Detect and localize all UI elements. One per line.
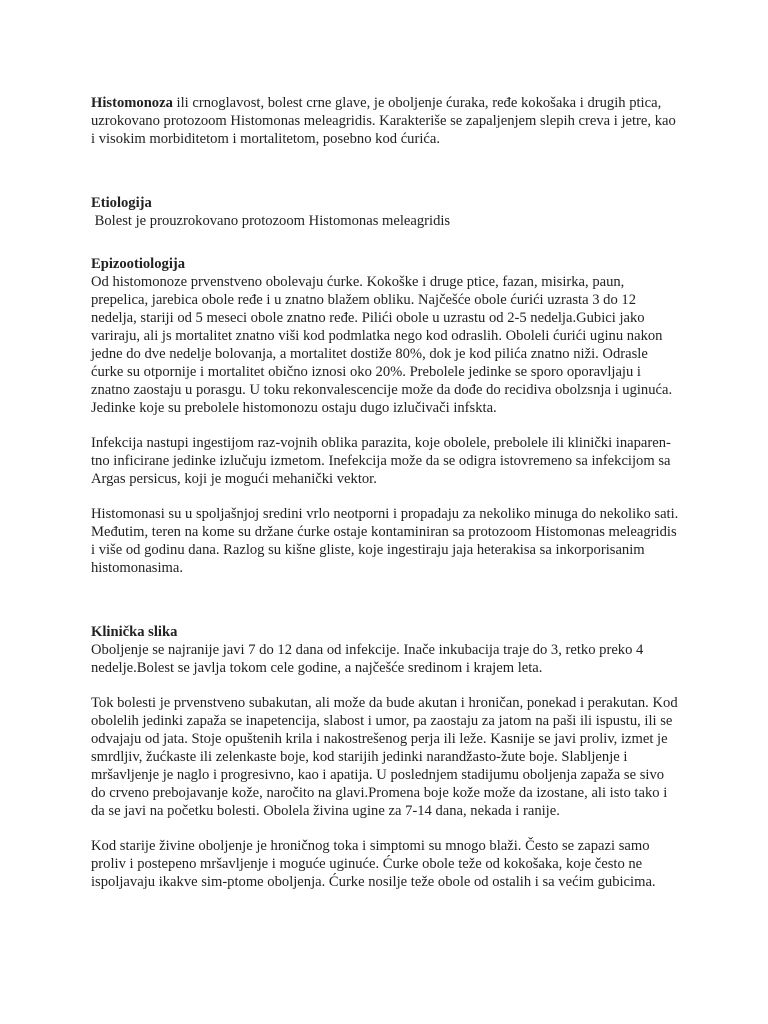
epizootiologija-paragraph-2: Infekcija nastupi ingestijom raz-vojnih oblika parazita, koje obolele, prebolele ili klinički inaparen-tno inficirane jedinke izlučuju izmetom. Inefekcija može da se odigra istovremeno sa infekcijom sa Argas persicus, koji je mogući mehanički vektor. (91, 435, 671, 487)
heading-etiologija: Etiologija (91, 195, 152, 211)
intro-text: ili crnoglavost, bolest crne glave, je oboljenje ćuraka, ređe kokošaka i drugih ptica, uzrokovano protozoom Histomonas meleagridis. Karakteriše se zapaljenjem slepih creva i jetre, kao i visokim morbiditetom i mortalitetom, posebno kod ćurića. (91, 95, 676, 147)
etiologija-text: Bolest je prouzrokovano protozoom Histomonas meleagridis (94, 213, 451, 229)
intro-paragraph (91, 94, 681, 148)
document-page (91, 94, 681, 891)
heading-epizootiologija: Epizootiologija (91, 256, 186, 272)
section-klinicka-slika (91, 623, 681, 891)
klinicka-slika-paragraph-1: Oboljenje se najranije javi 7 do 12 dana od infekcije. Inače inkubacija traje do 3, retko preko 4 nedelje.Bolest se javlja tokom cele godine, a najčešće sredinom i krajem leta. (91, 642, 644, 676)
klinicka-slika-paragraph-3: Kod starije živine oboljenje je hroničnog toka i simptomi su mnogo blaži. Često se zapazi samo proliv i postepeno mršavljenje i moguće uginuće. Ćurke obole teže od kokošaka, koje često ne ispoljavaju ikakve sim-ptome oboljenja. Ćurke nosilje teže obole od ostalih i sa većim gubicima. (91, 838, 656, 890)
section-epizootiologija (91, 255, 681, 577)
epizootiologija-paragraph-3: Histomonasi su u spoljašnjoj sredini vrlo neotporni i propadaju za nekoliko minuga do nekoliko sati. Međutim, teren na kome su držane ćurke ostaje kontaminiran sa protozoom Histomonas meleagridis i više od godinu dana. Razlog su kišne gliste, koje ingestiraju jaja heterakisa sa inkorporisanim histomonasima. (91, 506, 679, 576)
intro-term: Histomonoza (91, 95, 173, 111)
heading-klinicka-slika: Klinička slika (91, 624, 178, 640)
section-etiologija (91, 194, 681, 230)
klinicka-slika-paragraph-2: Tok bolesti je prvenstveno subakutan, ali može da bude akutan i hroničan, ponekad i perakutan. Kod obolelih jedinki zapaža se inapetencija, slabost i umor, pa zaostaju za jatom na paši ili ispustu, ili se odvajaju od jata. Stoje opuštenih krila i nakostrešenog perja ili leže. Kasnije se javi proliv, izmet je smrdljiv, žućkaste ili zelenkaste boje, kod starijih jedinki narandžasto-žute boje. Slabljenje i mršavljenje je naglo i progresivno, kao i apatija. U poslednjem stadijumu oboljenja zapaža se sivo do crveno prebojavanje kože, naročito na glavi.Promena boje kože može da izostane, ali isto tako i da se javi na početku bolesti. Obolela živina ugine za 7-14 dana, nekada i ranije. (91, 695, 678, 819)
epizootiologija-paragraph-1: Od histomonoze prvenstveno obolevaju ćurke. Kokoške i druge ptice, fazan, misirka, paun, prepelica, jarebica obole ređe i u znatno blažem obliku. Najčešće obole ćurići uzrasta 3 do 12 nedelja, stariji od 5 meseci obole znatno ređe. Pilići obole u uzrastu od 2-5 nedelja.Gubici jako variraju, ali js mortalitet znatno viši kod podmlatka nego kod odraslih. Oboleli ćurići uginu nakon jedne do dve nedelje bolovanja, a mortalitet dostiže 80%, dok je kod pilića znatno niži. Odrasle ćurke su otpornije i mortalitet obično iznosi oko 20%. Prebolele jedinke se sporo oporavljaju i znatno zaostaju u porasgu. U toku rekonvalescencije može da dođe do recidiva obolzsnja i uginuća. Jedinke koje su prebolele histomonozu ostaju dugo izlučivači infskta. (91, 274, 673, 416)
